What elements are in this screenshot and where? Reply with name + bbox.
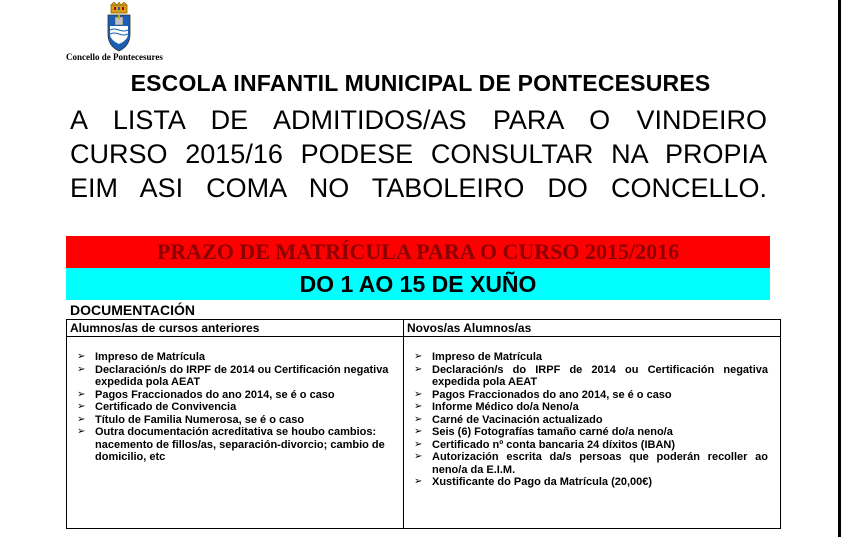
arrow-bullet-icon: ➢ bbox=[77, 388, 86, 400]
coat-of-arms-icon bbox=[104, 2, 134, 54]
new-students-list bbox=[404, 337, 780, 489]
arrow-bullet-icon: ➢ bbox=[414, 476, 423, 487]
enrollment-dates-banner: DO 1 AO 15 DE XUÑO bbox=[66, 268, 770, 300]
logo-caption: Concello de Pontecesures bbox=[66, 52, 163, 62]
list-item: ➢ Carné de Vacinación actualizado bbox=[414, 413, 603, 426]
documentation-heading: DOCUMENTACIÓN bbox=[70, 302, 195, 318]
list-item: ➢ Certificado de Convivencia bbox=[77, 401, 237, 413]
arrow-bullet-icon: ➢ bbox=[77, 401, 86, 412]
arrow-bullet-icon: ➢ bbox=[77, 413, 86, 425]
list-item: ➢ Declaración/s do IRPF de 2014 ou Certificación negativa expedida pola AEAT bbox=[77, 363, 389, 388]
column-header: Alumnos/as de cursos anteriores bbox=[67, 320, 403, 337]
arrow-bullet-icon: ➢ bbox=[414, 363, 423, 375]
notice-line: A LISTA DE ADMITIDOS/AS PARA O VINDEIRO bbox=[70, 105, 767, 135]
list-item: ➢ Impreso de Matrícula bbox=[414, 351, 543, 363]
arrow-bullet-icon: ➢ bbox=[414, 351, 423, 362]
list-item: ➢ Pagos Fraccionados do ano 2014, se é o caso bbox=[77, 388, 335, 401]
list-item: ➢ Título de Familia Numerosa, se é o caso bbox=[77, 413, 305, 426]
list-item: ➢ Xustificante do Pago da Matrícula (20,00€) bbox=[414, 476, 653, 488]
notice-line: CURSO 2015/16 PODESE CONSULTAR NA PROPIA bbox=[70, 139, 767, 169]
arrow-bullet-icon: ➢ bbox=[414, 451, 423, 462]
arrow-bullet-icon: ➢ bbox=[77, 363, 86, 375]
arrow-bullet-icon: ➢ bbox=[414, 426, 423, 437]
previous-students-column bbox=[67, 320, 404, 528]
list-item: ➢ Certificado nº conta bancaria 24 díxitos (IBAN) bbox=[414, 438, 676, 451]
arrow-bullet-icon: ➢ bbox=[414, 401, 423, 412]
list-item: ➢ Autorización escrita da/s persoas que poderán recoller ao neno/a da E.I.M. bbox=[414, 451, 768, 476]
list-item: ➢ Informe Médico do/a Neno/a bbox=[414, 401, 579, 413]
arrow-bullet-icon: ➢ bbox=[77, 426, 86, 437]
list-item: ➢ Pagos Fraccionados do ano 2014, se é o caso bbox=[414, 388, 672, 401]
list-item: ➢ Declaración/s do IRPF de 2014 ou Certificación negativa expedida pola AEAT bbox=[414, 363, 768, 388]
arrow-bullet-icon: ➢ bbox=[77, 351, 86, 362]
notice-line: EIM ASI COMA NO TABOLEIRO DO CONCELLO. bbox=[70, 173, 767, 203]
documentation-table bbox=[66, 319, 781, 529]
enrollment-period-banner: PRAZO DE MATRÍCULA PARA O CURSO 2015/2016 bbox=[66, 236, 770, 268]
arrow-bullet-icon: ➢ bbox=[414, 438, 423, 450]
page-title: ESCOLA INFANTIL MUNICIPAL DE PONTECESURES bbox=[130, 70, 711, 96]
previous-students-list bbox=[67, 337, 403, 464]
column-header: Novos/as Alumnos/as bbox=[404, 320, 780, 337]
list-item: ➢ Outra documentación acreditativa se houbo cambios: nacemento de fillos/as, separación-divorcio; cambio de domicilio, etc bbox=[77, 426, 385, 463]
new-students-column bbox=[404, 320, 780, 528]
arrow-bullet-icon: ➢ bbox=[414, 413, 423, 425]
list-item: ➢ Impreso de Matrícula bbox=[77, 351, 206, 363]
arrow-bullet-icon: ➢ bbox=[414, 388, 423, 400]
list-item: ➢ Seis (6) Fotografías tamaño carné do/a neno/a bbox=[414, 426, 673, 438]
admissions-notice bbox=[70, 103, 767, 205]
